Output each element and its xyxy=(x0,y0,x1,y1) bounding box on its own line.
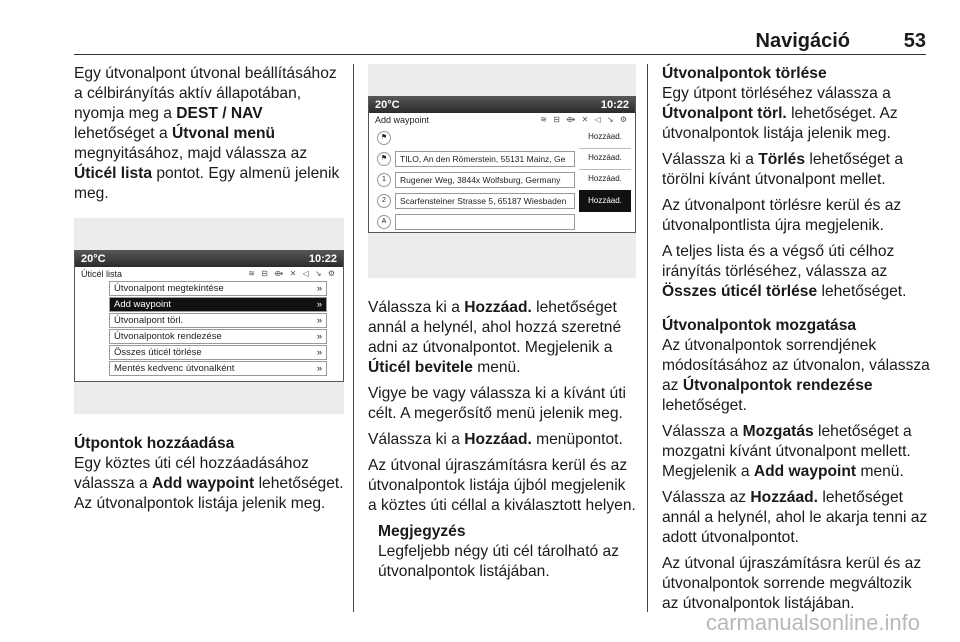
watermark: carmanualsonline.info xyxy=(705,610,920,635)
clock: 10:22 xyxy=(600,99,629,111)
waypoint-address: TILO, An den Römerstein, 55131 Mainz, Ge xyxy=(395,151,575,167)
add-button-selected[interactable]: Hozzáad. xyxy=(579,190,631,212)
waypoint-row xyxy=(369,127,635,148)
flag-icon: ⚑ xyxy=(377,152,391,166)
display-screen xyxy=(74,250,344,382)
waypoint-row xyxy=(369,190,635,211)
column-2 xyxy=(368,64,636,588)
delete-waypoints-heading: Útvonalpontok törlése xyxy=(662,65,827,82)
paragraph-select-add: Válassza ki a Hozzáad. lehetőséget annál a helynél, ahol hozzá szeretné adni az útvonalpontot. Megjelenik a Úticél bevitele menü. xyxy=(368,299,622,376)
header-divider xyxy=(74,54,926,55)
move-paragraph-4: Az útvonal újraszámításra kerül és az útvonalpontok sorrende megváltozik az útvonalpontok listájában. xyxy=(662,555,922,612)
menu-item-add-waypoint[interactable]: Add waypoint » xyxy=(109,297,327,312)
menu-item-view-waypoint[interactable]: Útvonalpont megtekintése » xyxy=(109,281,327,296)
column-3 xyxy=(662,64,930,620)
menu-item-delete-all[interactable]: Összes úticél törlése » xyxy=(109,345,327,360)
add-button[interactable]: Hozzáad. xyxy=(579,168,631,191)
waypoint-address xyxy=(395,214,575,230)
screenshot-destination-list xyxy=(74,218,344,414)
move-paragraph-2: Válassza a Mozgatás lehetőséget a mozgatni kívánt útvonalpont mellett. Megjelenik a Add waypoint menü. xyxy=(662,423,912,480)
column-divider-1 xyxy=(353,64,354,612)
move-waypoints-heading: Útvonalpontok mozgatása xyxy=(662,317,857,334)
screenshot-add-waypoint xyxy=(368,64,636,278)
flag-icon: ⚑ xyxy=(377,131,391,145)
screen-title: Úticél lista xyxy=(81,269,123,279)
chevron-right-icon: » xyxy=(316,362,322,374)
waypoint-number-badge: 1 xyxy=(377,173,391,187)
intro-paragraph: Egy útvonalpont útvonal beállításához a célbirányítás aktív állapotában, nyomja meg a DEST / NAV lehetőséget a Útvonal menü megnyitásához, majd válassza az Úticél lista pontot. Egy almenü jelenik meg. xyxy=(74,65,340,202)
menu-list xyxy=(75,281,343,381)
temperature: 20°C xyxy=(375,99,400,111)
waypoint-row xyxy=(369,148,635,169)
status-icons: ≋ ⊟ ⟴ ✕ ◁ ↘ ⚙ xyxy=(540,115,629,124)
add-waypoints-heading: Útpontok hozzáadása xyxy=(74,435,235,452)
destination-badge: A xyxy=(377,215,391,229)
menu-item-save-favourite[interactable]: Mentés kedvenc útvonalként » xyxy=(109,361,327,376)
delete-paragraph-2: Válassza ki a Törlés lehetőséget a törölni kívánt útvonalpont mellet. xyxy=(662,151,903,188)
note-heading: Megjegyzés xyxy=(378,523,466,540)
move-paragraph-1: Az útvonalpontok sorrendjének módosításához az útvonalon, válassza az Útvonalpontok rendezése lehetőséget. xyxy=(662,337,930,414)
paragraph-select-add-menu: Válassza ki a Hozzáad. menüpontot. xyxy=(368,431,623,448)
move-paragraph-3: Válassza az Hozzáad. lehetőséget annál a helynél, ahol le akarja tenni az adott útvonalpontot. xyxy=(662,489,928,546)
waypoint-row xyxy=(369,211,635,232)
display-screen xyxy=(368,96,636,233)
paragraph-enter-destination: Vigye be vagy válassza ki a kívánt úti célt. A megerősítő menü jelenik meg. xyxy=(368,385,627,422)
waypoint-address: Rugener Weg, 3844x Wolfsburg, Germany xyxy=(395,172,575,188)
temperature: 20°C xyxy=(81,253,106,265)
page-number: 53 xyxy=(903,30,926,52)
delete-paragraph-4: A teljes lista és a végső úti célhoz irányítás törléséhez, válassza az Összes úticél törlése lehetőséget. xyxy=(662,243,907,300)
chevron-right-icon: » xyxy=(316,330,322,342)
status-icons: ≋ ⊟ ⟴ ✕ ◁ ↘ ⚙ xyxy=(248,269,337,278)
waypoint-row xyxy=(369,169,635,190)
column-divider-2 xyxy=(647,64,648,612)
screen-title: Add waypoint xyxy=(375,115,430,125)
waypoint-address: Scarfensteiner Strasse 5, 65187 Wiesbaden xyxy=(395,193,575,209)
screen-subbar xyxy=(369,113,635,127)
menu-item-sort-waypoints[interactable]: Útvonalpontok rendezése » xyxy=(109,329,327,344)
section-title: Navigáció xyxy=(755,30,850,52)
delete-paragraph-1: Egy útpont törléséhez válassza a Útvonalpont törl. lehetőséget. Az útvonalpontok listája jelenik meg. xyxy=(662,85,898,142)
paragraph-route-recalculated: Az útvonal újraszámításra kerül és az útvonalpontok listája újból megjelenik a köztes úti céllal a kiválasztott helyen. xyxy=(368,457,636,514)
add-waypoints-paragraph: Egy köztes úti cél hozzáadásához válassza a Add waypoint lehetőséget. Az útvonalpontok listája jelenik meg. xyxy=(74,455,344,512)
add-button[interactable]: Hozzáad. xyxy=(579,126,631,149)
delete-paragraph-3: Az útvonalpont törlésre kerül és az útvonalpontlista újra megjelenik. xyxy=(662,197,902,234)
chevron-right-icon: » xyxy=(316,298,322,310)
note-text: Legfeljebb négy úti cél tárolható az útvonalpontok listájában. xyxy=(378,543,620,580)
chevron-right-icon: » xyxy=(316,282,322,294)
clock: 10:22 xyxy=(308,253,337,265)
waypoint-number-badge: 2 xyxy=(377,194,391,208)
chevron-right-icon: » xyxy=(316,314,322,326)
note-box xyxy=(368,522,636,582)
menu-item-delete-waypoint[interactable]: Útvonalpont törl. » xyxy=(109,313,327,328)
chevron-right-icon: » xyxy=(316,346,322,358)
add-button[interactable]: Hozzáad. xyxy=(579,147,631,170)
column-1 xyxy=(74,64,344,520)
